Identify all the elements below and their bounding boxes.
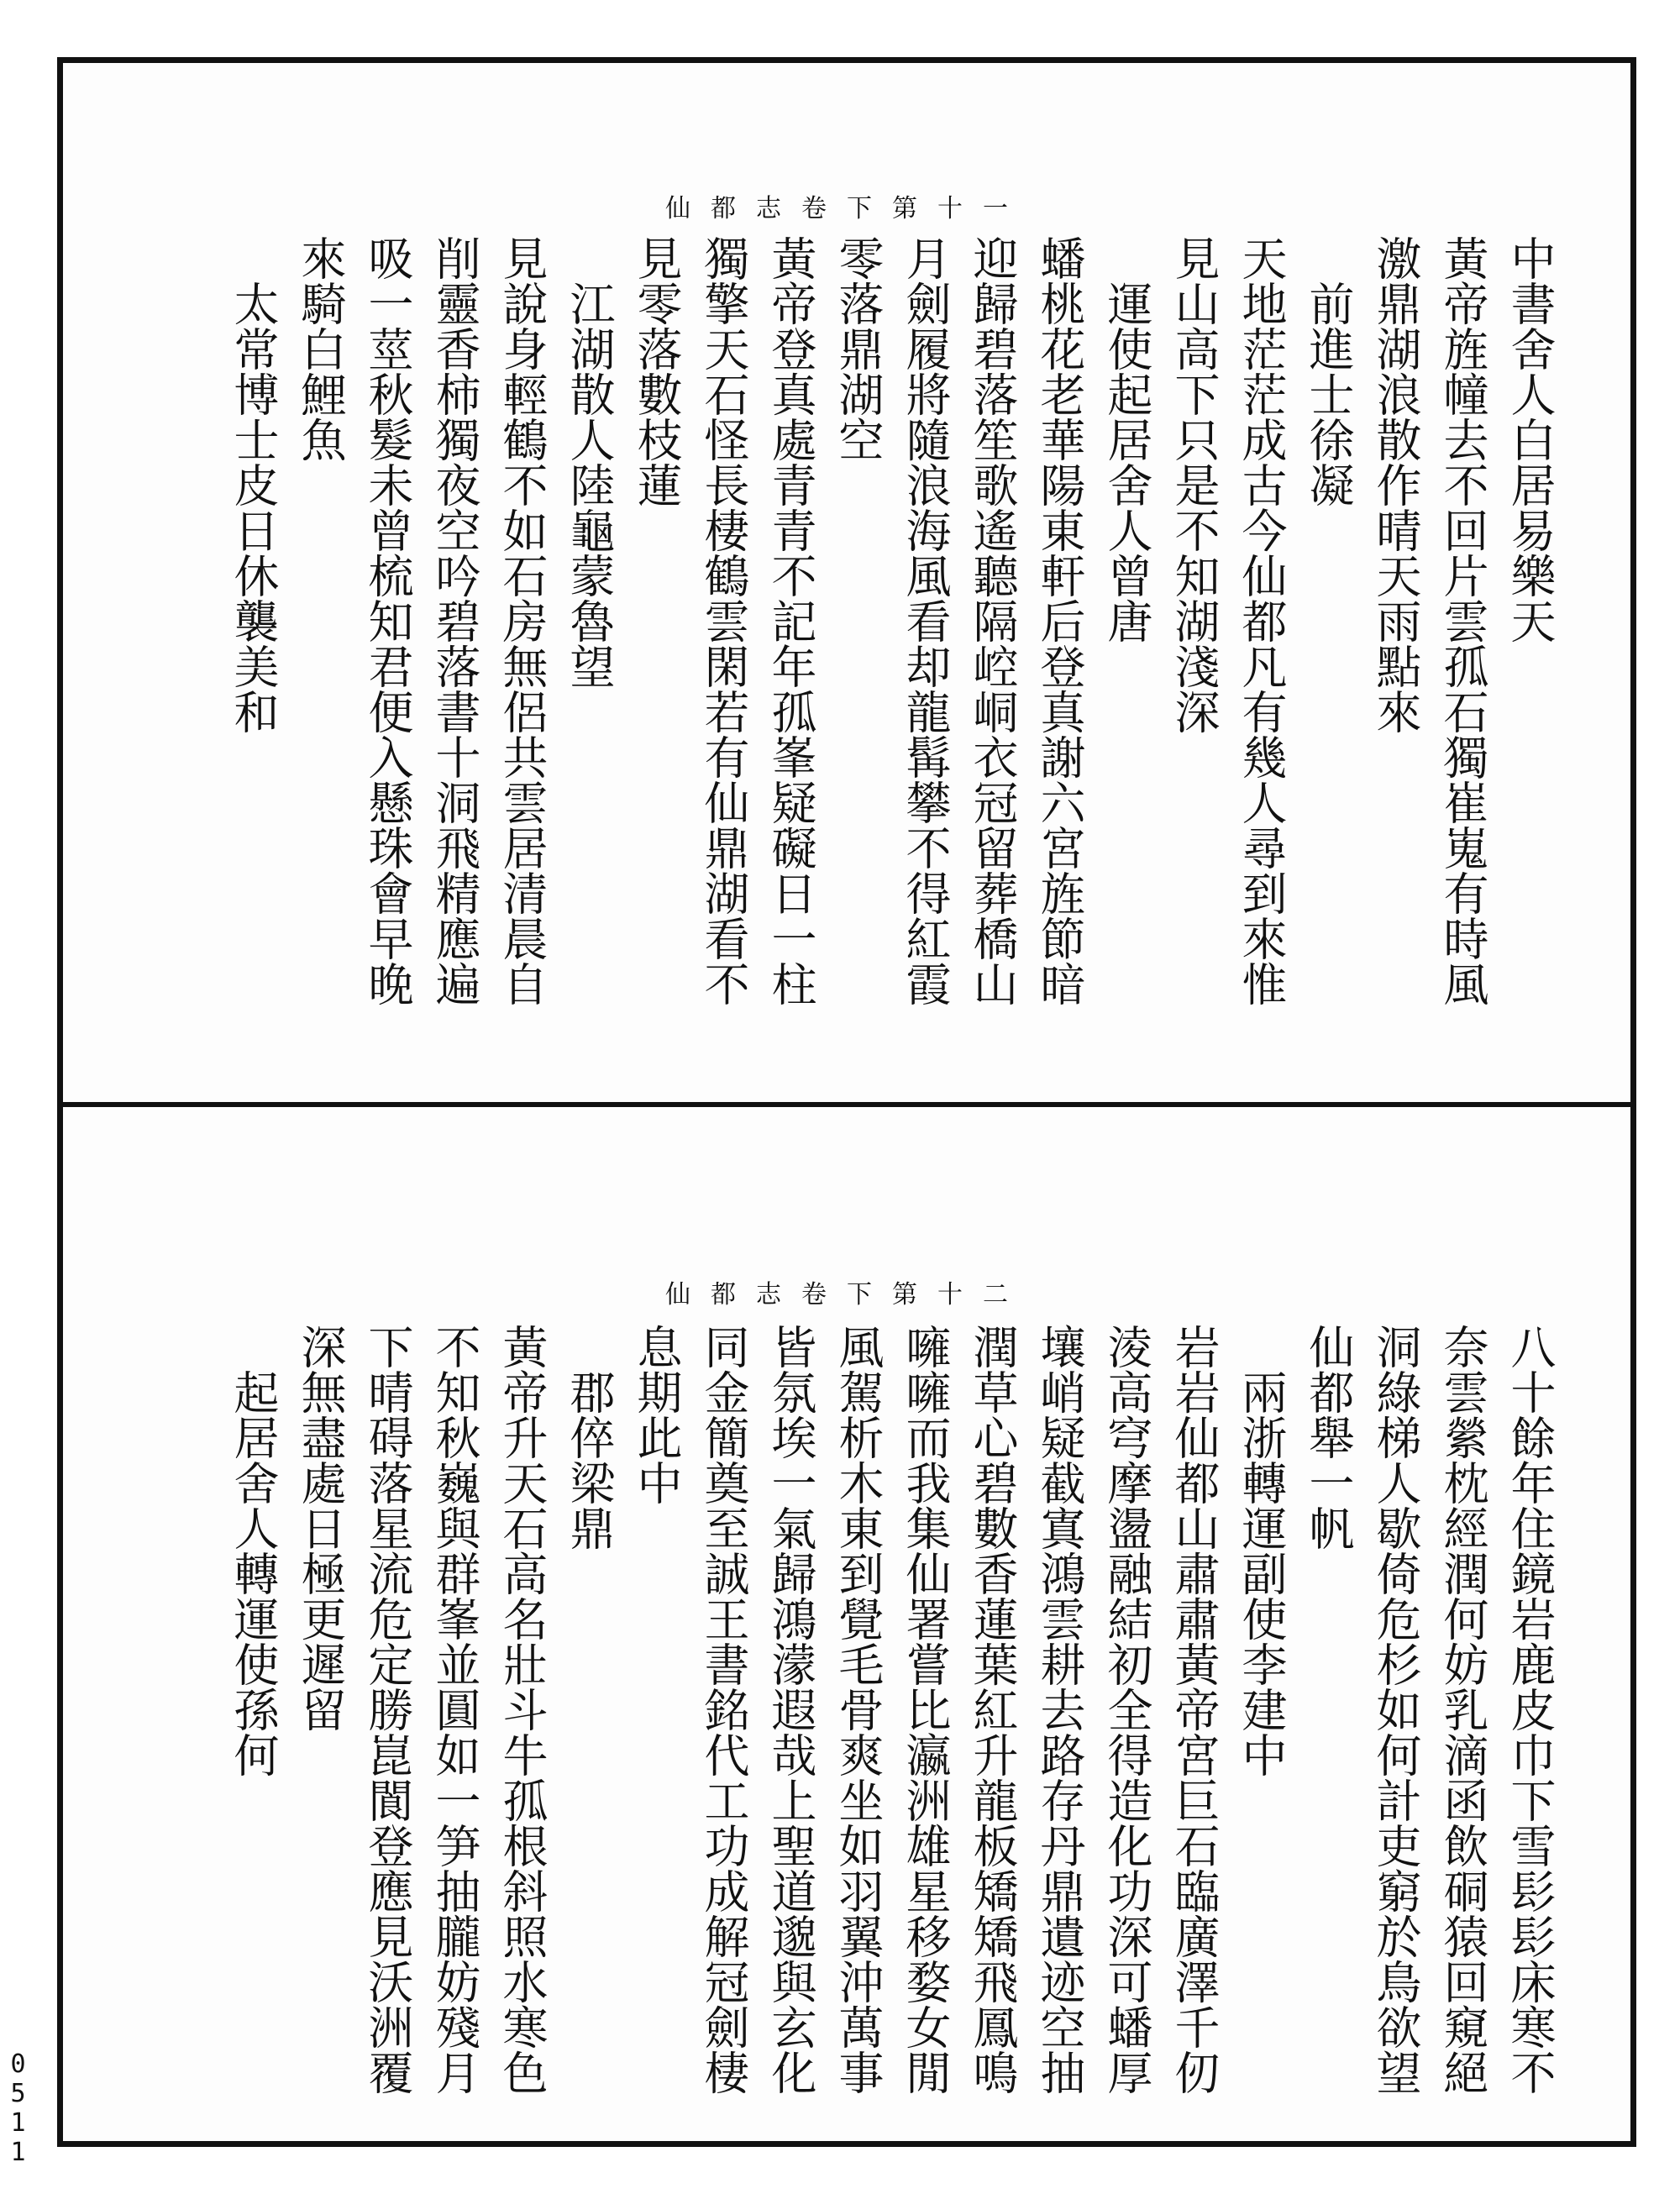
text-column: 郡倅梁鼎 xyxy=(563,1324,616,1551)
text-column: 奈雲縈枕經潤何妨乳滴函飲硐猿回窺絕 xyxy=(1436,1324,1489,2095)
text-column: 吸一莖秋髮未曾梳知君便入懸珠會早晚 xyxy=(361,235,414,1006)
lower-leaf-text xyxy=(164,1324,1563,2122)
text-column: 兩浙轉運副使李建中 xyxy=(1235,1324,1288,1777)
text-column: 黃帝登真處青青不記年孤峯疑礙日一柱 xyxy=(764,235,817,1006)
text-column: 風駕析木東到覺毛骨爽坐如羽翼沖萬事 xyxy=(832,1324,885,2095)
text-column: 江湖散人陸龜蒙魯望 xyxy=(563,235,616,689)
text-column: 削靈香柿獨夜空吟碧落書十洞飛精應遍 xyxy=(428,235,481,1006)
text-column: 激鼎湖浪散作晴天雨點來 xyxy=(1369,235,1422,734)
text-column: 黃帝升天石高名壯斗牛孤根斜照水寒色 xyxy=(496,1324,549,2095)
text-column: 太常博士皮日休襲美和 xyxy=(227,235,280,734)
text-column: 見說身輕鶴不如石房無侶共雲居清晨自 xyxy=(496,235,549,1006)
text-column: 零落鼎湖空 xyxy=(832,235,885,462)
text-column: 見山高下只是不知湖淺深 xyxy=(1168,235,1221,734)
text-column: 壤峭疑截寘鴻雲耕去路存丹鼎遺迹空抽 xyxy=(1033,1324,1086,2095)
text-column: 淩高穹摩盪融結初全得造化功深可蟠厚 xyxy=(1100,1324,1153,2095)
text-column: 運使起居舍人曾唐 xyxy=(1100,235,1153,643)
text-column: 八十餘年住鏡岩鹿皮巾下雪髟髟床寒不 xyxy=(1504,1324,1557,2095)
lower-leaf-header: 仙都志卷下第十二 xyxy=(665,1280,1028,1309)
text-column: 潤草心碧數香蓮葉紅升龍板矯矯飛鳳鳴 xyxy=(966,1324,1019,2095)
text-column: 不知秋巍與群峯並圓如一笋抽朧妨殘月 xyxy=(428,1324,481,2095)
text-column: 見零落數枝蓮 xyxy=(630,235,683,507)
upper-leaf xyxy=(63,63,1630,1102)
text-column: 黃帝旌幢去不回片雲孤石獨崔嵬有時風 xyxy=(1436,235,1489,1006)
text-column: 來騎白鯉魚 xyxy=(294,235,347,462)
text-column: 深無盡處日極更遲留 xyxy=(294,1324,347,1732)
page-number: 0511 xyxy=(3,2049,33,2167)
text-column: 仙都舉一帆 xyxy=(1302,1324,1355,1551)
text-column: 洞綠梯人歇倚危杉如何計吏窮於鳥欲望 xyxy=(1369,1324,1422,2095)
text-column: 同金簡奠至誠王書銘代工功成解冠劍棲 xyxy=(697,1324,750,2095)
text-column: 獨擎天石怪長棲鶴雲閑若有仙鼎湖看不 xyxy=(697,235,750,1006)
text-column: 蟠桃花老華陽東軒后登真謝六宮旌節暗 xyxy=(1033,235,1086,1006)
text-column: 噰噰而我集仙署嘗比瀛洲雄星移婺女閒 xyxy=(899,1324,952,2095)
text-column: 下晴碍落星流危定勝崑閬登應見沃洲覆 xyxy=(361,1324,414,2095)
text-column: 起居舍人轉運使孫何 xyxy=(227,1324,280,1777)
text-column: 月劍履將隨浪海風看却龍髯攀不得紅霞 xyxy=(899,235,952,1006)
text-column: 息期此中 xyxy=(630,1324,683,1505)
lower-leaf xyxy=(63,1107,1630,2141)
text-column: 岩岩仙都山肅肅黃帝宮巨石臨廣澤千仞 xyxy=(1168,1324,1221,2095)
text-column: 天地茫茫成古今仙都凡有幾人尋到來惟 xyxy=(1235,235,1288,1006)
text-column: 皆氛埃一氣歸鴻濛遐哉上聖道邈與玄化 xyxy=(764,1324,817,2095)
text-column: 前進士徐凝 xyxy=(1302,235,1355,507)
upper-leaf-header: 仙都志卷下第十一 xyxy=(665,194,1028,223)
upper-leaf-text xyxy=(164,235,1563,1075)
text-column: 迎歸碧落笙歌遙聽隔崆峒衣冠留葬橋山 xyxy=(966,235,1019,1006)
text-column: 中書舍人白居易樂天 xyxy=(1504,235,1557,643)
page-frame xyxy=(57,57,1636,2147)
